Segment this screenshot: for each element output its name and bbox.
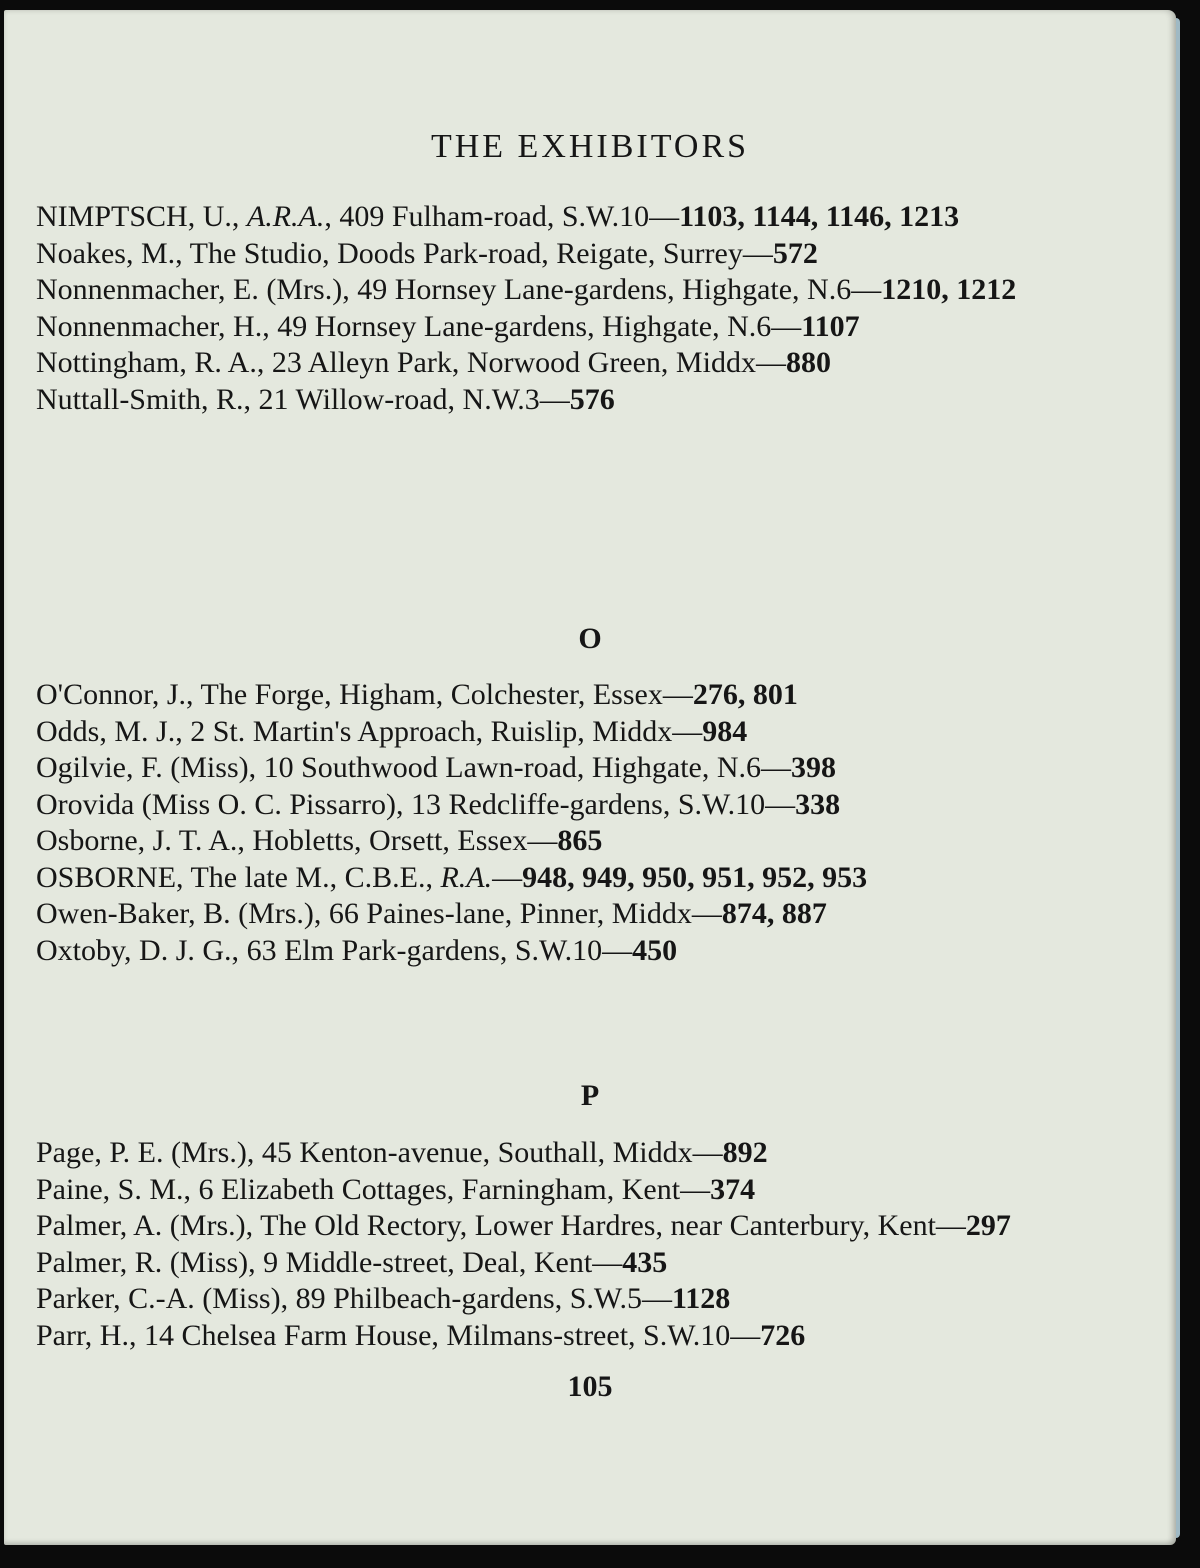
exhibit-numbers: 1107 xyxy=(801,309,860,343)
exhibitor-entry xyxy=(36,199,1026,236)
exhibit-numbers: 984 xyxy=(702,714,748,748)
exhibit-numbers: 374 xyxy=(710,1172,756,1206)
exhibitor-name: Ogilvie, F. (Miss), xyxy=(36,751,257,784)
exhibit-numbers: 880 xyxy=(785,346,831,379)
exhibitor-name: Palmer, A. (Mrs.), xyxy=(36,1209,254,1242)
exhibit-numbers: 892 xyxy=(722,1136,768,1169)
exhibitor-name: Page, P. E. (Mrs.), xyxy=(36,1136,255,1169)
exhibitor-name: Palmer, R. (Miss), xyxy=(36,1245,256,1279)
exhibitor-entry xyxy=(36,933,1026,970)
exhibitor-name: Nonnenmacher, E. (Mrs.), xyxy=(36,273,350,306)
exhibitor-name: Owen-Baker, B. (Mrs.), xyxy=(36,897,322,930)
exhibitor-name: Nottingham, R. A., xyxy=(36,346,265,379)
exhibitor-name: Nuttall-Smith, R., xyxy=(36,382,252,416)
exhibitor-entry xyxy=(36,677,1026,714)
exhibitor-address: 21 Willow-road, N.W.3— xyxy=(251,382,570,416)
exhibit-numbers: 1210, 1212 xyxy=(881,273,1017,306)
exhibit-numbers: 874, 887 xyxy=(721,897,827,930)
exhibitor-entry xyxy=(36,1135,1026,1172)
exhibitor-entry xyxy=(36,860,1026,897)
exhibit-numbers: 865 xyxy=(557,824,603,857)
exhibitor-address: The Old Rectory, Lower Hardres, near Canterbury, Kent— xyxy=(253,1209,966,1242)
exhibit-numbers: 297 xyxy=(965,1209,1011,1242)
exhibit-numbers: 435 xyxy=(622,1245,668,1279)
exhibitor-name: Odds, M. J., xyxy=(36,714,183,748)
exhibitor-address: 13 Redcliffe-gardens, S.W.10— xyxy=(403,787,796,821)
page-content xyxy=(4,10,1176,1545)
exhibitor-address: 49 Hornsey Lane-gardens, Highgate, N.6— xyxy=(269,309,802,343)
exhibitor-address: 9 Middle-street, Deal, Kent— xyxy=(255,1245,623,1279)
section-letter-p: P xyxy=(580,1079,600,1112)
exhibitor-address: The Forge, Higham, Colchester, Essex— xyxy=(193,678,693,711)
exhibitor-address: 66 Paines-lane, Pinner, Middx— xyxy=(321,897,722,930)
exhibitor-name: Parker, C.-A. (Miss), xyxy=(36,1282,289,1315)
exhibitor-address: — xyxy=(492,860,523,894)
section-letter-o: O xyxy=(578,622,602,655)
exhibitor-entry xyxy=(36,823,1026,860)
exhibitor-title: R.A. xyxy=(440,860,493,894)
exhibitor-address: 63 Elm Park-gardens, S.W.10— xyxy=(239,933,633,967)
exhibitor-list-p xyxy=(36,1135,1026,1354)
exhibitor-entry xyxy=(36,750,1026,787)
exhibit-numbers: 1128 xyxy=(671,1282,731,1315)
exhibitor-address: 89 Philbeach-gardens, S.W.5— xyxy=(288,1282,672,1315)
running-head: THE EXHIBITORS xyxy=(430,128,750,165)
exhibitor-address: 49 Hornsey Lane-gardens, Highgate, N.6— xyxy=(349,273,882,306)
exhibitor-name: O'Connor, J., xyxy=(36,678,194,711)
book-page xyxy=(4,10,1176,1545)
exhibitor-name: Orovida (Miss O. C. Pissarro), xyxy=(36,787,404,821)
page-number: 105 xyxy=(567,1370,613,1403)
exhibitor-title: A.R.A. xyxy=(246,200,325,233)
exhibitor-list-n xyxy=(36,199,1026,418)
exhibitor-entry xyxy=(36,1245,1026,1282)
exhibitor-entry xyxy=(36,714,1026,751)
exhibitor-entry xyxy=(36,309,1026,346)
exhibitor-name: Noakes, M., xyxy=(36,236,183,270)
exhibitor-name: Oxtoby, D. J. G., xyxy=(36,933,240,967)
exhibitor-name: Osborne, J. T. A., xyxy=(36,824,245,857)
exhibitor-name: Parr, H., xyxy=(36,1318,137,1352)
exhibitor-address: 10 Southwood Lawn-road, Highgate, N.6— xyxy=(256,751,792,784)
exhibit-numbers: 398 xyxy=(791,751,837,784)
exhibitor-address: , 409 Fulham-road, S.W.10— xyxy=(324,200,680,233)
exhibitor-entry xyxy=(36,345,1026,382)
exhibitor-address: Hobletts, Orsett, Essex— xyxy=(244,824,558,857)
exhibitor-name: NIMPTSCH, U., xyxy=(36,200,240,233)
exhibit-numbers: 948, 949, 950, 951, 952, 953 xyxy=(522,860,868,894)
exhibitor-entry xyxy=(36,1318,1026,1355)
exhibitor-name: Nonnenmacher, H., xyxy=(36,309,270,343)
exhibit-numbers: 450 xyxy=(632,933,678,967)
exhibitor-entry xyxy=(36,896,1026,933)
exhibit-numbers: 1103, 1144, 1146, 1213 xyxy=(679,200,960,233)
exhibitor-address: The Studio, Doods Park-road, Reigate, Surrey— xyxy=(182,236,773,270)
exhibitor-address: 45 Kenton-avenue, Southall, Middx— xyxy=(254,1136,723,1169)
exhibit-numbers: 576 xyxy=(569,382,615,416)
exhibit-numbers: 276, 801 xyxy=(692,678,798,711)
exhibit-numbers: 572 xyxy=(772,236,818,270)
exhibit-numbers: 726 xyxy=(760,1318,806,1352)
exhibitor-entry xyxy=(36,1172,1026,1209)
exhibitor-address: 23 Alleyn Park, Norwood Green, Middx— xyxy=(264,346,786,379)
exhibitor-entry xyxy=(36,787,1026,824)
exhibitor-entry xyxy=(36,1281,1026,1318)
exhibitor-entry xyxy=(36,236,1026,273)
exhibitor-entry xyxy=(36,272,1026,309)
exhibit-numbers: 338 xyxy=(795,787,841,821)
exhibitor-address: 14 Chelsea Farm House, Milmans-street, S.W.10— xyxy=(136,1318,761,1352)
exhibitor-address: 6 Elizabeth Cottages, Farningham, Kent— xyxy=(191,1172,711,1206)
exhibitor-address: 2 St. Martin's Approach, Ruislip, Middx— xyxy=(182,714,703,748)
exhibitor-name: OSBORNE, The late M., C.B.E., xyxy=(36,860,433,894)
exhibitor-entry xyxy=(36,382,1026,419)
exhibitor-name: Paine, S. M., xyxy=(36,1172,192,1206)
exhibitor-list-o xyxy=(36,677,1026,969)
exhibitor-entry xyxy=(36,1208,1026,1245)
